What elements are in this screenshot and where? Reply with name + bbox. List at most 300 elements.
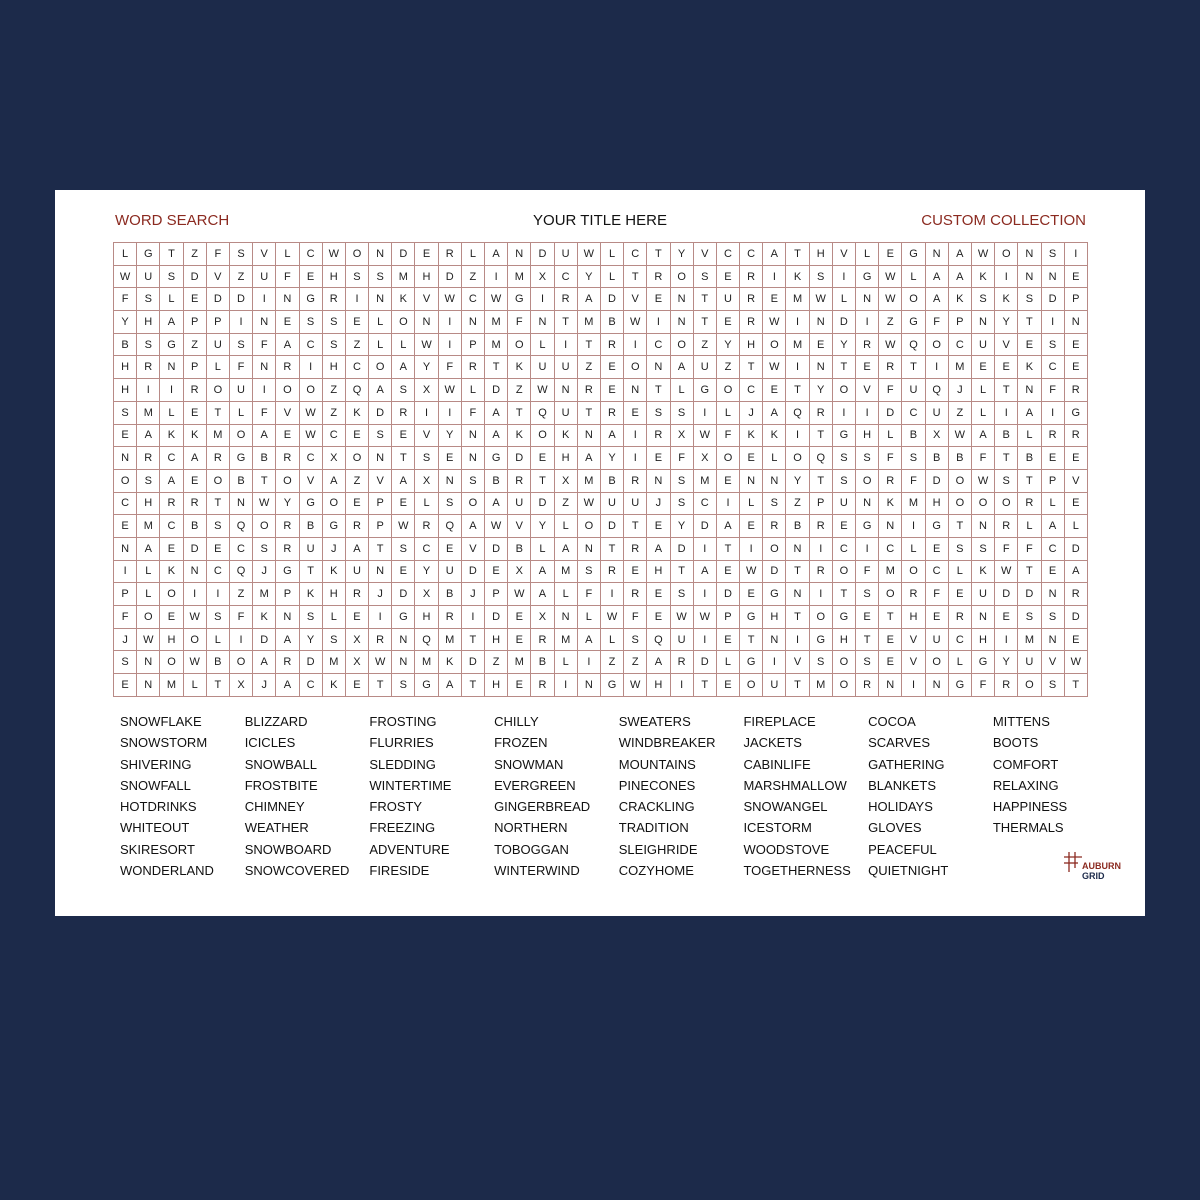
grid-cell[interactable]: I (694, 538, 717, 561)
grid-cell[interactable]: L (531, 538, 554, 561)
grid-cell[interactable]: B (230, 470, 253, 493)
grid-cell[interactable]: A (485, 402, 508, 425)
grid-cell[interactable]: C (300, 243, 323, 266)
grid-cell[interactable]: I (624, 425, 647, 448)
grid-cell[interactable]: L (369, 334, 392, 357)
grid-cell[interactable]: O (833, 651, 856, 674)
grid-cell[interactable]: X (508, 561, 531, 584)
grid-cell[interactable]: H (415, 606, 438, 629)
grid-cell[interactable]: B (508, 538, 531, 561)
grid-cell[interactable]: O (137, 606, 160, 629)
grid-cell[interactable]: V (253, 243, 276, 266)
grid-cell[interactable]: D (207, 288, 230, 311)
grid-cell[interactable]: D (462, 561, 485, 584)
grid-cell[interactable]: Q (230, 515, 253, 538)
grid-cell[interactable]: V (300, 470, 323, 493)
grid-cell[interactable]: V (462, 538, 485, 561)
grid-cell[interactable]: S (137, 288, 160, 311)
grid-cell[interactable]: K (508, 356, 531, 379)
grid-cell[interactable]: A (276, 334, 299, 357)
grid-cell[interactable]: E (346, 493, 369, 516)
grid-cell[interactable]: P (1042, 470, 1065, 493)
grid-cell[interactable]: Y (276, 493, 299, 516)
grid-cell[interactable]: R (369, 629, 392, 652)
grid-cell[interactable]: S (1042, 674, 1065, 697)
grid-cell[interactable]: R (184, 493, 207, 516)
grid-cell[interactable]: C (114, 493, 137, 516)
grid-cell[interactable]: N (786, 583, 809, 606)
grid-cell[interactable]: C (300, 674, 323, 697)
grid-cell[interactable]: K (972, 266, 995, 289)
grid-cell[interactable]: A (1065, 561, 1088, 584)
grid-cell[interactable]: Z (462, 266, 485, 289)
grid-cell[interactable]: I (439, 402, 462, 425)
grid-cell[interactable]: A (137, 425, 160, 448)
grid-cell[interactable]: M (137, 515, 160, 538)
grid-cell[interactable]: I (926, 356, 949, 379)
grid-cell[interactable]: S (810, 651, 833, 674)
grid-cell[interactable]: N (462, 447, 485, 470)
grid-cell[interactable]: W (578, 493, 601, 516)
grid-cell[interactable]: K (323, 674, 346, 697)
grid-cell[interactable]: A (647, 538, 670, 561)
grid-cell[interactable]: C (879, 538, 902, 561)
grid-cell[interactable]: E (879, 651, 902, 674)
grid-cell[interactable]: T (694, 674, 717, 697)
grid-cell[interactable]: S (392, 674, 415, 697)
grid-cell[interactable]: E (1018, 334, 1041, 357)
grid-cell[interactable]: D (392, 583, 415, 606)
grid-cell[interactable]: X (531, 606, 554, 629)
grid-cell[interactable]: R (763, 515, 786, 538)
grid-cell[interactable]: H (856, 425, 879, 448)
grid-cell[interactable]: P (207, 311, 230, 334)
grid-cell[interactable]: C (833, 538, 856, 561)
grid-cell[interactable]: I (346, 288, 369, 311)
grid-cell[interactable]: I (786, 425, 809, 448)
grid-cell[interactable]: N (369, 243, 392, 266)
grid-cell[interactable]: I (856, 538, 879, 561)
grid-cell[interactable]: Z (694, 334, 717, 357)
grid-cell[interactable]: Z (184, 334, 207, 357)
grid-cell[interactable]: D (1065, 538, 1088, 561)
grid-cell[interactable]: V (786, 651, 809, 674)
grid-cell[interactable]: T (369, 674, 392, 697)
grid-cell[interactable]: A (531, 583, 554, 606)
grid-cell[interactable]: E (392, 425, 415, 448)
grid-cell[interactable]: C (160, 515, 183, 538)
grid-cell[interactable]: E (346, 674, 369, 697)
grid-cell[interactable]: E (856, 606, 879, 629)
grid-cell[interactable]: N (555, 606, 578, 629)
grid-cell[interactable]: N (624, 379, 647, 402)
grid-cell[interactable]: D (601, 288, 624, 311)
grid-cell[interactable]: G (300, 288, 323, 311)
grid-cell[interactable]: I (902, 674, 925, 697)
grid-cell[interactable]: U (555, 402, 578, 425)
grid-cell[interactable]: Z (508, 379, 531, 402)
grid-cell[interactable]: N (763, 629, 786, 652)
grid-cell[interactable]: F (462, 402, 485, 425)
grid-cell[interactable]: F (856, 561, 879, 584)
grid-cell[interactable]: E (531, 447, 554, 470)
grid-cell[interactable]: S (462, 470, 485, 493)
grid-cell[interactable]: K (1018, 356, 1041, 379)
grid-cell[interactable]: L (160, 288, 183, 311)
grid-cell[interactable]: I (114, 561, 137, 584)
grid-cell[interactable]: V (276, 402, 299, 425)
grid-cell[interactable]: M (508, 266, 531, 289)
grid-cell[interactable]: A (763, 243, 786, 266)
grid-cell[interactable]: I (531, 288, 554, 311)
grid-cell[interactable]: W (137, 629, 160, 652)
grid-cell[interactable]: N (972, 606, 995, 629)
grid-cell[interactable]: W (763, 356, 786, 379)
grid-cell[interactable]: L (207, 629, 230, 652)
grid-cell[interactable]: V (508, 515, 531, 538)
grid-cell[interactable]: B (949, 447, 972, 470)
grid-cell[interactable]: L (462, 243, 485, 266)
grid-cell[interactable]: A (671, 356, 694, 379)
grid-cell[interactable]: C (624, 243, 647, 266)
grid-cell[interactable]: N (114, 538, 137, 561)
grid-cell[interactable]: N (462, 425, 485, 448)
grid-cell[interactable]: F (671, 447, 694, 470)
grid-cell[interactable]: T (462, 674, 485, 697)
grid-cell[interactable]: D (184, 266, 207, 289)
grid-cell[interactable]: T (786, 379, 809, 402)
grid-cell[interactable]: Q (531, 402, 554, 425)
grid-cell[interactable]: R (276, 356, 299, 379)
grid-cell[interactable]: K (555, 425, 578, 448)
grid-cell[interactable]: D (601, 515, 624, 538)
grid-cell[interactable]: O (160, 651, 183, 674)
grid-cell[interactable]: D (253, 629, 276, 652)
grid-cell[interactable]: E (485, 561, 508, 584)
grid-cell[interactable]: E (184, 402, 207, 425)
grid-cell[interactable]: W (114, 266, 137, 289)
grid-cell[interactable]: C (207, 561, 230, 584)
grid-cell[interactable]: E (717, 311, 740, 334)
grid-cell[interactable]: S (300, 311, 323, 334)
grid-cell[interactable]: M (578, 470, 601, 493)
grid-cell[interactable]: I (763, 266, 786, 289)
grid-cell[interactable]: E (439, 538, 462, 561)
grid-cell[interactable]: K (763, 425, 786, 448)
grid-cell[interactable]: A (972, 425, 995, 448)
grid-cell[interactable]: W (300, 425, 323, 448)
grid-cell[interactable]: L (323, 606, 346, 629)
grid-cell[interactable]: Z (323, 379, 346, 402)
grid-cell[interactable]: F (253, 402, 276, 425)
grid-cell[interactable]: X (415, 583, 438, 606)
grid-cell[interactable]: S (300, 606, 323, 629)
grid-cell[interactable]: A (276, 629, 299, 652)
grid-cell[interactable]: I (253, 288, 276, 311)
grid-cell[interactable]: I (856, 402, 879, 425)
grid-cell[interactable]: M (392, 266, 415, 289)
grid-cell[interactable]: X (555, 470, 578, 493)
grid-cell[interactable]: S (972, 288, 995, 311)
grid-cell[interactable]: H (323, 356, 346, 379)
grid-cell[interactable]: G (856, 266, 879, 289)
grid-cell[interactable]: K (508, 425, 531, 448)
grid-cell[interactable]: H (833, 629, 856, 652)
grid-cell[interactable]: C (230, 538, 253, 561)
grid-cell[interactable]: G (763, 583, 786, 606)
grid-cell[interactable]: Y (786, 470, 809, 493)
grid-cell[interactable]: V (1065, 470, 1088, 493)
grid-cell[interactable]: Y (810, 379, 833, 402)
grid-cell[interactable]: I (647, 311, 670, 334)
grid-cell[interactable]: S (369, 425, 392, 448)
grid-cell[interactable]: S (415, 447, 438, 470)
grid-cell[interactable]: U (671, 629, 694, 652)
grid-cell[interactable]: T (624, 266, 647, 289)
grid-cell[interactable]: U (137, 266, 160, 289)
grid-cell[interactable]: T (740, 629, 763, 652)
grid-cell[interactable]: Y (671, 515, 694, 538)
grid-cell[interactable]: E (879, 629, 902, 652)
grid-cell[interactable]: D (694, 515, 717, 538)
grid-cell[interactable]: L (856, 243, 879, 266)
grid-cell[interactable]: H (902, 606, 925, 629)
grid-cell[interactable]: B (1018, 447, 1041, 470)
grid-cell[interactable]: O (879, 583, 902, 606)
grid-cell[interactable]: R (1018, 493, 1041, 516)
grid-cell[interactable]: S (114, 651, 137, 674)
grid-cell[interactable]: H (137, 493, 160, 516)
grid-cell[interactable]: L (1018, 515, 1041, 538)
grid-cell[interactable]: C (300, 447, 323, 470)
grid-cell[interactable]: O (902, 561, 925, 584)
grid-cell[interactable]: I (902, 515, 925, 538)
grid-cell[interactable]: O (114, 470, 137, 493)
grid-cell[interactable]: K (323, 561, 346, 584)
grid-cell[interactable]: M (555, 629, 578, 652)
grid-cell[interactable]: S (578, 561, 601, 584)
grid-cell[interactable]: M (160, 674, 183, 697)
grid-cell[interactable]: N (531, 311, 554, 334)
grid-cell[interactable]: R (439, 243, 462, 266)
grid-cell[interactable]: R (462, 356, 485, 379)
grid-cell[interactable]: H (114, 379, 137, 402)
grid-cell[interactable]: R (856, 674, 879, 697)
grid-cell[interactable]: X (694, 447, 717, 470)
grid-cell[interactable]: R (137, 447, 160, 470)
grid-cell[interactable]: G (949, 674, 972, 697)
grid-cell[interactable]: X (531, 266, 554, 289)
grid-cell[interactable]: E (647, 515, 670, 538)
grid-cell[interactable]: N (1042, 629, 1065, 652)
grid-cell[interactable]: E (879, 243, 902, 266)
grid-cell[interactable]: R (184, 379, 207, 402)
grid-cell[interactable]: B (926, 447, 949, 470)
grid-cell[interactable]: L (717, 651, 740, 674)
grid-cell[interactable]: T (508, 402, 531, 425)
grid-cell[interactable]: R (879, 356, 902, 379)
grid-cell[interactable]: T (786, 606, 809, 629)
grid-cell[interactable]: Z (184, 243, 207, 266)
grid-cell[interactable]: A (578, 447, 601, 470)
grid-cell[interactable]: M (578, 311, 601, 334)
grid-cell[interactable]: F (926, 583, 949, 606)
grid-cell[interactable]: S (949, 538, 972, 561)
grid-cell[interactable]: S (207, 606, 230, 629)
grid-cell[interactable]: I (856, 311, 879, 334)
grid-cell[interactable]: W (694, 606, 717, 629)
grid-cell[interactable]: R (671, 651, 694, 674)
grid-cell[interactable]: B (995, 425, 1018, 448)
grid-cell[interactable]: Q (786, 402, 809, 425)
grid-cell[interactable]: G (972, 651, 995, 674)
grid-cell[interactable]: S (1042, 334, 1065, 357)
grid-cell[interactable]: Z (949, 402, 972, 425)
grid-cell[interactable]: W (694, 425, 717, 448)
grid-cell[interactable]: G (740, 651, 763, 674)
grid-cell[interactable]: U (926, 402, 949, 425)
grid-cell[interactable]: Q (926, 379, 949, 402)
grid-cell[interactable]: V (856, 379, 879, 402)
grid-cell[interactable]: U (300, 538, 323, 561)
grid-cell[interactable]: A (160, 311, 183, 334)
grid-cell[interactable]: N (369, 288, 392, 311)
grid-cell[interactable]: S (1042, 243, 1065, 266)
grid-cell[interactable]: S (346, 266, 369, 289)
grid-cell[interactable]: N (926, 674, 949, 697)
grid-cell[interactable]: Q (647, 629, 670, 652)
grid-cell[interactable]: K (184, 425, 207, 448)
grid-cell[interactable]: O (763, 538, 786, 561)
grid-cell[interactable]: W (972, 470, 995, 493)
grid-cell[interactable]: Z (879, 311, 902, 334)
grid-cell[interactable]: Q (902, 334, 925, 357)
grid-cell[interactable]: N (647, 470, 670, 493)
grid-cell[interactable]: O (972, 493, 995, 516)
grid-cell[interactable]: E (160, 606, 183, 629)
grid-cell[interactable]: D (671, 538, 694, 561)
grid-cell[interactable]: I (207, 583, 230, 606)
grid-cell[interactable]: H (323, 266, 346, 289)
grid-cell[interactable]: L (114, 243, 137, 266)
grid-cell[interactable]: W (323, 243, 346, 266)
grid-cell[interactable]: N (926, 243, 949, 266)
grid-cell[interactable]: T (949, 515, 972, 538)
grid-cell[interactable]: L (972, 379, 995, 402)
grid-cell[interactable]: L (1018, 425, 1041, 448)
grid-cell[interactable]: C (1042, 356, 1065, 379)
grid-cell[interactable]: K (879, 493, 902, 516)
grid-cell[interactable]: H (415, 266, 438, 289)
grid-cell[interactable]: S (1018, 288, 1041, 311)
grid-cell[interactable]: Y (601, 447, 624, 470)
grid-cell[interactable]: M (485, 334, 508, 357)
grid-cell[interactable]: I (578, 651, 601, 674)
grid-cell[interactable]: L (392, 334, 415, 357)
grid-cell[interactable]: S (810, 266, 833, 289)
grid-cell[interactable]: S (160, 266, 183, 289)
grid-cell[interactable]: D (230, 288, 253, 311)
grid-cell[interactable]: C (346, 356, 369, 379)
grid-cell[interactable]: R (276, 651, 299, 674)
grid-cell[interactable]: Z (555, 493, 578, 516)
grid-cell[interactable]: I (1042, 311, 1065, 334)
grid-cell[interactable]: U (508, 493, 531, 516)
grid-cell[interactable]: U (346, 561, 369, 584)
grid-cell[interactable]: S (763, 493, 786, 516)
grid-cell[interactable]: T (671, 561, 694, 584)
grid-cell[interactable]: R (531, 674, 554, 697)
grid-cell[interactable]: M (949, 356, 972, 379)
grid-cell[interactable]: S (230, 243, 253, 266)
grid-cell[interactable]: Y (995, 651, 1018, 674)
grid-cell[interactable]: T (555, 311, 578, 334)
grid-cell[interactable]: W (531, 379, 554, 402)
grid-cell[interactable]: A (253, 425, 276, 448)
grid-cell[interactable]: O (253, 515, 276, 538)
grid-cell[interactable]: D (531, 493, 554, 516)
grid-cell[interactable]: C (902, 402, 925, 425)
grid-cell[interactable]: M (879, 561, 902, 584)
grid-cell[interactable]: A (578, 288, 601, 311)
grid-cell[interactable]: A (531, 561, 554, 584)
grid-cell[interactable]: C (1042, 538, 1065, 561)
grid-cell[interactable]: B (439, 583, 462, 606)
grid-cell[interactable]: I (230, 311, 253, 334)
grid-cell[interactable]: N (508, 243, 531, 266)
grid-cell[interactable]: R (995, 515, 1018, 538)
grid-cell[interactable]: O (578, 515, 601, 538)
grid-cell[interactable]: E (926, 606, 949, 629)
grid-cell[interactable]: M (1018, 629, 1041, 652)
grid-cell[interactable]: F (253, 334, 276, 357)
grid-cell[interactable]: K (160, 561, 183, 584)
grid-cell[interactable]: A (949, 266, 972, 289)
grid-cell[interactable]: N (230, 493, 253, 516)
grid-cell[interactable]: T (694, 311, 717, 334)
grid-cell[interactable]: G (833, 606, 856, 629)
grid-cell[interactable]: L (207, 356, 230, 379)
grid-cell[interactable]: I (717, 493, 740, 516)
grid-cell[interactable]: I (694, 583, 717, 606)
grid-cell[interactable]: O (392, 311, 415, 334)
grid-cell[interactable]: W (253, 493, 276, 516)
grid-cell[interactable]: T (902, 356, 925, 379)
grid-cell[interactable]: N (740, 470, 763, 493)
grid-cell[interactable]: N (578, 425, 601, 448)
grid-cell[interactable]: S (253, 538, 276, 561)
grid-cell[interactable]: C (555, 266, 578, 289)
grid-cell[interactable]: W (949, 425, 972, 448)
grid-cell[interactable]: K (786, 266, 809, 289)
grid-cell[interactable]: L (949, 561, 972, 584)
grid-cell[interactable]: E (763, 379, 786, 402)
grid-cell[interactable]: R (647, 425, 670, 448)
grid-cell[interactable]: L (369, 311, 392, 334)
grid-cell[interactable]: T (1018, 470, 1041, 493)
grid-cell[interactable]: P (1065, 288, 1088, 311)
grid-cell[interactable]: L (1065, 515, 1088, 538)
grid-cell[interactable]: T (717, 538, 740, 561)
grid-cell[interactable]: K (160, 425, 183, 448)
grid-cell[interactable]: B (184, 515, 207, 538)
grid-cell[interactable]: L (462, 379, 485, 402)
grid-cell[interactable]: R (740, 266, 763, 289)
grid-cell[interactable]: T (1065, 674, 1088, 697)
grid-cell[interactable]: B (207, 651, 230, 674)
grid-cell[interactable]: H (160, 629, 183, 652)
grid-cell[interactable]: E (508, 606, 531, 629)
